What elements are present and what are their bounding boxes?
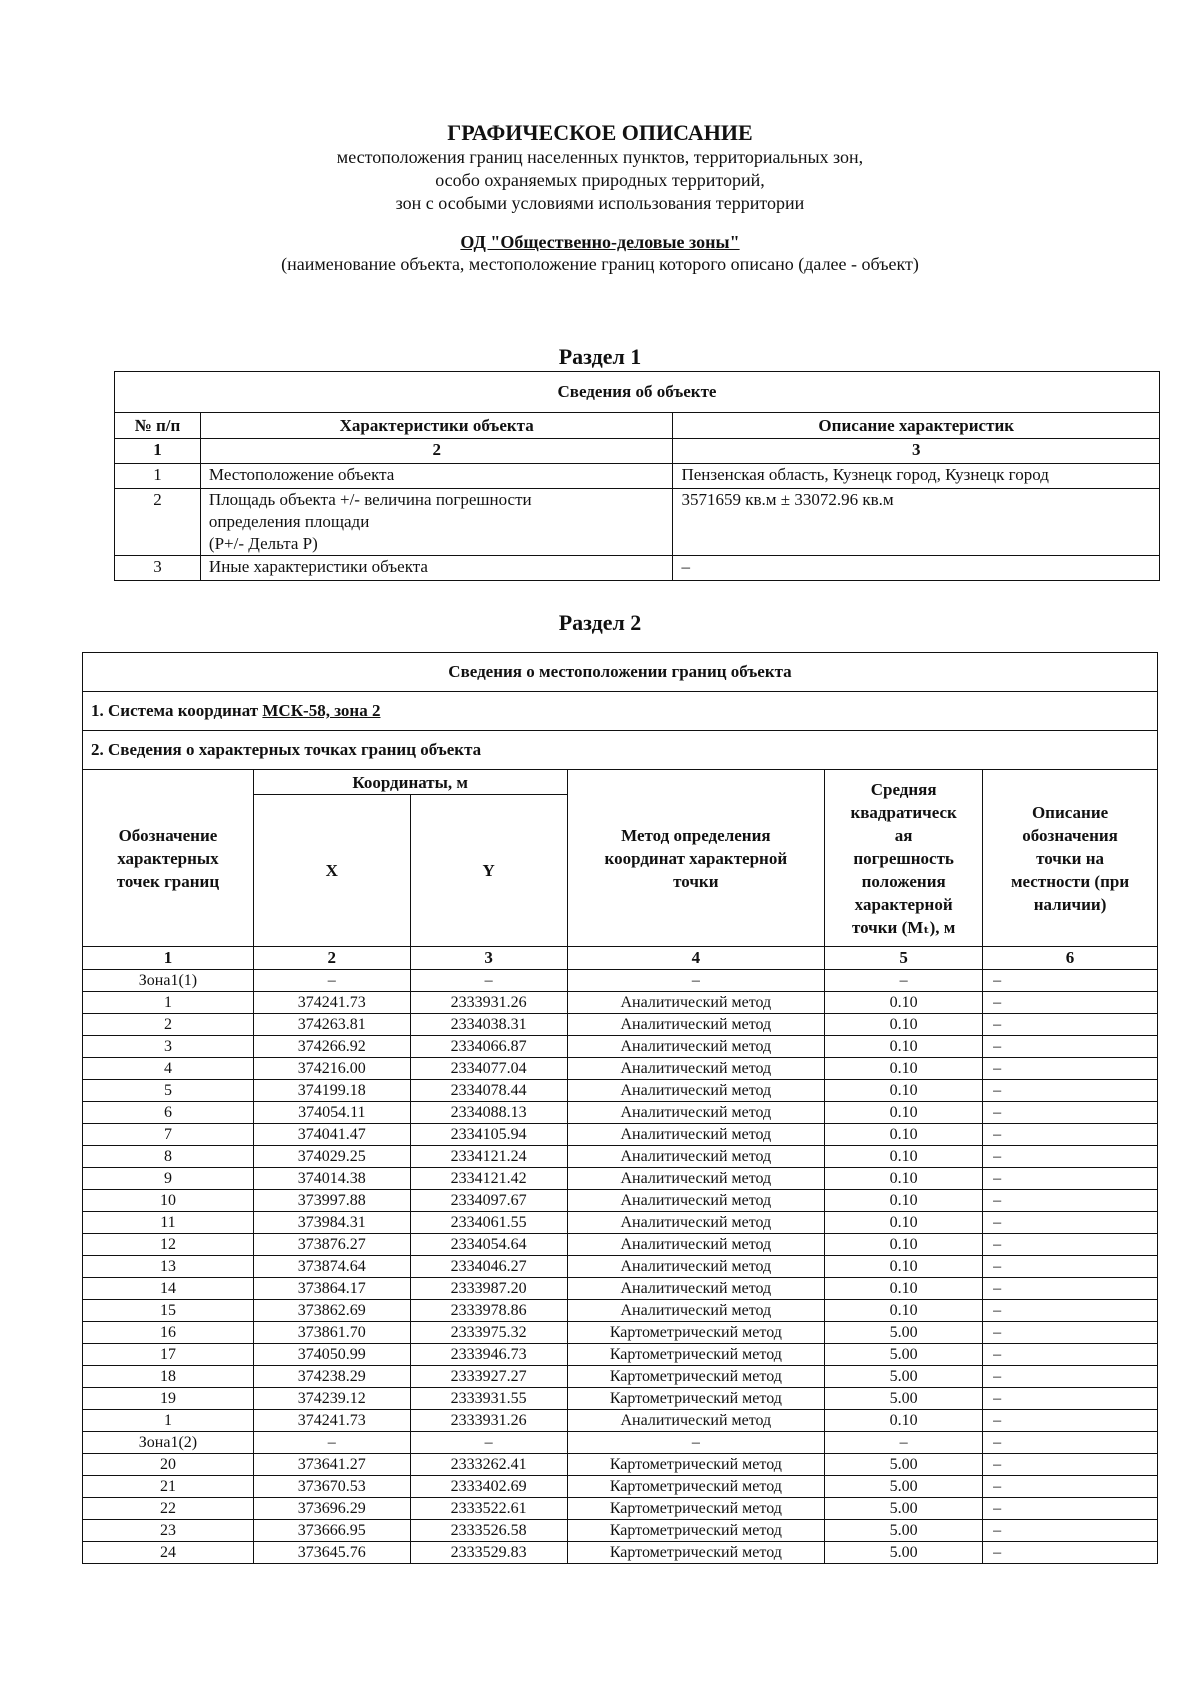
characteristic-name (200, 489, 673, 556)
subtitle-line-1: местоположения границ населенных пунктов, территориальных зон, (336, 147, 864, 167)
point-description: – (983, 1432, 1158, 1454)
boundary-points-table (82, 652, 1158, 1564)
table-row (83, 1410, 1158, 1432)
header-line: положения (861, 871, 946, 891)
method: Картометрический метод (567, 1476, 825, 1498)
accuracy: 0.10 (825, 1080, 983, 1102)
table-row (83, 1366, 1158, 1388)
coord-x: 373670.53 (253, 1476, 410, 1498)
coord-x: 373864.17 (253, 1278, 410, 1300)
accuracy: 5.00 (825, 1498, 983, 1520)
point-designation: 1 (83, 992, 254, 1014)
row-number: 1 (115, 464, 201, 489)
header-line: Обозначение (118, 825, 218, 845)
coord-x: 374050.99 (253, 1344, 410, 1366)
accuracy: 0.10 (825, 1036, 983, 1058)
coord-y: 2334054.64 (410, 1234, 567, 1256)
coord-y: 2334077.04 (410, 1058, 567, 1080)
point-description: – (983, 1036, 1158, 1058)
point-designation: 17 (83, 1344, 254, 1366)
table-row (83, 1234, 1158, 1256)
coord-y: 2333975.32 (410, 1322, 567, 1344)
coord-y: 2334105.94 (410, 1124, 567, 1146)
subtitle-line-2: особо охраняемых природных территорий, (435, 170, 765, 190)
point-designation: 4 (83, 1058, 254, 1080)
table-row (83, 1454, 1158, 1476)
coordinate-system-value: МСК-58, зона 2 (262, 701, 381, 720)
coord-y: 2334066.87 (410, 1036, 567, 1058)
point-description: – (983, 1322, 1158, 1344)
table-row (83, 1542, 1158, 1564)
col-number: 1 (115, 439, 201, 464)
table-row (83, 1190, 1158, 1212)
accuracy: 0.10 (825, 1300, 983, 1322)
accuracy: 5.00 (825, 1520, 983, 1542)
header-line: характерных (117, 848, 219, 868)
point-description: – (983, 992, 1158, 1014)
coord-y: 2334038.31 (410, 1014, 567, 1036)
table-row (83, 1014, 1158, 1036)
coord-x: – (253, 1432, 410, 1454)
point-description: – (983, 1476, 1158, 1498)
point-designation: Зона1(1) (83, 970, 254, 992)
method: Аналитический метод (567, 1190, 825, 1212)
accuracy: 0.10 (825, 1212, 983, 1234)
method: Аналитический метод (567, 1124, 825, 1146)
method: Аналитический метод (567, 1256, 825, 1278)
method: Аналитический метод (567, 1102, 825, 1124)
object-name: ОД "Общественно-деловые зоны" (460, 232, 740, 252)
coord-y: 2333262.41 (410, 1454, 567, 1476)
header-x: X (253, 795, 410, 947)
table-row (83, 1432, 1158, 1454)
accuracy: 5.00 (825, 1322, 983, 1344)
header-line: Средняя (870, 779, 937, 799)
point-designation: Зона1(2) (83, 1432, 254, 1454)
coord-x: 374263.81 (253, 1014, 410, 1036)
accuracy: 5.00 (825, 1454, 983, 1476)
accuracy: 0.10 (825, 1256, 983, 1278)
col-number: 3 (410, 947, 567, 970)
point-designation: 23 (83, 1520, 254, 1542)
point-designation: 5 (83, 1080, 254, 1102)
characteristic-value: 3571659 кв.м ± 33072.96 кв.м (673, 489, 1160, 556)
method: Картометрический метод (567, 1366, 825, 1388)
point-designation: 10 (83, 1190, 254, 1212)
object-info-table (114, 371, 1160, 581)
col-header-number: № п/п (115, 413, 201, 439)
boundary-caption: Сведения о местоположении границ объекта (83, 653, 1158, 692)
coord-x: 374241.73 (253, 992, 410, 1014)
coord-x: 374239.12 (253, 1388, 410, 1410)
coord-y: 2334088.13 (410, 1102, 567, 1124)
characteristic-value: Пензенская область, Кузнецк город, Кузнецк город (673, 464, 1160, 489)
point-description: – (983, 1058, 1158, 1080)
method: Картометрический метод (567, 1542, 825, 1564)
header-description (983, 770, 1158, 947)
point-designation: 8 (83, 1146, 254, 1168)
coord-x: 374041.47 (253, 1124, 410, 1146)
col-number: 1 (83, 947, 254, 970)
characteristic-name: Местоположение объекта (200, 464, 673, 489)
coord-y: 2333402.69 (410, 1476, 567, 1498)
coord-x: 373696.29 (253, 1498, 410, 1520)
method: Аналитический метод (567, 1410, 825, 1432)
header-line: характерной (854, 894, 953, 914)
header-line: точки (673, 871, 719, 891)
table-row (83, 1322, 1158, 1344)
accuracy: – (825, 970, 983, 992)
method: Картометрический метод (567, 1454, 825, 1476)
table-row (83, 970, 1158, 992)
method: Аналитический метод (567, 1058, 825, 1080)
accuracy: 5.00 (825, 1388, 983, 1410)
document-header (0, 120, 1200, 275)
point-designation: 16 (83, 1322, 254, 1344)
point-description: – (983, 1124, 1158, 1146)
accuracy: 0.10 (825, 1234, 983, 1256)
coord-x: 373862.69 (253, 1300, 410, 1322)
table-row (83, 1212, 1158, 1234)
point-designation: 11 (83, 1212, 254, 1234)
coord-x: 373861.70 (253, 1322, 410, 1344)
table-row (83, 1146, 1158, 1168)
table-row (83, 1476, 1158, 1498)
characteristic-name-line: определения площади (208, 512, 370, 531)
accuracy: 0.10 (825, 1410, 983, 1432)
col-number: 2 (253, 947, 410, 970)
accuracy: 5.00 (825, 1542, 983, 1564)
coord-y: 2333529.83 (410, 1542, 567, 1564)
method: Картометрический метод (567, 1322, 825, 1344)
coord-y: – (410, 1432, 567, 1454)
point-description: – (983, 1146, 1158, 1168)
header-line: точки на (1036, 848, 1105, 868)
characteristic-name: Иные характеристики объекта (200, 556, 673, 581)
accuracy: 0.10 (825, 1190, 983, 1212)
header-coordinates: Координаты, м (253, 770, 567, 795)
point-description: – (983, 1080, 1158, 1102)
coord-x: 374014.38 (253, 1168, 410, 1190)
header-point-designation (83, 770, 254, 947)
point-description: – (983, 1498, 1158, 1520)
section-1-title: Раздел 1 (558, 344, 642, 369)
table-row (83, 1344, 1158, 1366)
point-designation: 6 (83, 1102, 254, 1124)
point-description: – (983, 1234, 1158, 1256)
coord-y: 2334061.55 (410, 1212, 567, 1234)
row-number: 2 (115, 489, 201, 556)
section-2-title: Раздел 2 (558, 610, 642, 635)
accuracy: 0.10 (825, 992, 983, 1014)
coord-x: 373876.27 (253, 1234, 410, 1256)
point-designation: 18 (83, 1366, 254, 1388)
col-header-description: Описание характеристик (673, 413, 1160, 439)
coord-x: 373666.95 (253, 1520, 410, 1542)
table-row (83, 1300, 1158, 1322)
object-info-caption: Сведения об объекте (115, 372, 1160, 413)
point-description: – (983, 1388, 1158, 1410)
col-header-characteristics: Характеристики объекта (200, 413, 673, 439)
method: Аналитический метод (567, 1036, 825, 1058)
table-row (83, 1058, 1158, 1080)
point-designation: 13 (83, 1256, 254, 1278)
header-line: ая (894, 825, 913, 845)
point-designation: 14 (83, 1278, 254, 1300)
header-accuracy (825, 770, 983, 947)
method: Аналитический метод (567, 1014, 825, 1036)
coord-y: 2333978.86 (410, 1300, 567, 1322)
coord-x: 373645.76 (253, 1542, 410, 1564)
table-row (83, 1256, 1158, 1278)
point-description: – (983, 1454, 1158, 1476)
header-line: местности (при (1010, 871, 1130, 891)
method: Аналитический метод (567, 1168, 825, 1190)
header-line: Описание (1031, 802, 1109, 822)
coord-y: 2333927.27 (410, 1366, 567, 1388)
table-row (83, 1168, 1158, 1190)
coord-x: 374199.18 (253, 1080, 410, 1102)
point-designation: 19 (83, 1388, 254, 1410)
col-number: 4 (567, 947, 825, 970)
coord-y: 2334121.24 (410, 1146, 567, 1168)
characteristic-value: – (673, 556, 1160, 581)
accuracy: 0.10 (825, 1014, 983, 1036)
method: – (567, 1432, 825, 1454)
point-designation: 1 (83, 1410, 254, 1432)
coord-x: 373984.31 (253, 1212, 410, 1234)
coordinate-system (83, 692, 1158, 731)
point-description: – (983, 1256, 1158, 1278)
table-row (83, 992, 1158, 1014)
point-description: – (983, 1014, 1158, 1036)
coord-x: 374266.92 (253, 1036, 410, 1058)
col-number: 6 (983, 947, 1158, 970)
method: Аналитический метод (567, 1212, 825, 1234)
point-description: – (983, 1410, 1158, 1432)
point-designation: 9 (83, 1168, 254, 1190)
point-designation: 2 (83, 1014, 254, 1036)
method: Картометрический метод (567, 1520, 825, 1542)
coord-y: 2334121.42 (410, 1168, 567, 1190)
subtitle-line-3: зон с особыми условиями использования территории (395, 193, 805, 213)
method: – (567, 970, 825, 992)
coord-y: 2333931.26 (410, 992, 567, 1014)
header-line: координат характерной (604, 848, 788, 868)
header-y: Y (410, 795, 567, 947)
table-row (83, 1278, 1158, 1300)
method: Аналитический метод (567, 992, 825, 1014)
accuracy: 0.10 (825, 1168, 983, 1190)
point-designation: 24 (83, 1542, 254, 1564)
point-description: – (983, 1168, 1158, 1190)
header-line: наличии) (1033, 894, 1107, 914)
points-caption: 2. Сведения о характерных точках границ объекта (83, 731, 1158, 770)
table-row (83, 1388, 1158, 1410)
table-row (115, 556, 1160, 581)
header-line: Метод определения (621, 825, 771, 845)
accuracy: 0.10 (825, 1102, 983, 1124)
point-description: – (983, 1278, 1158, 1300)
col-number: 2 (200, 439, 673, 464)
header-line: точек границ (116, 871, 220, 891)
method: Картометрический метод (567, 1498, 825, 1520)
coord-x: 374238.29 (253, 1366, 410, 1388)
table-row (83, 1080, 1158, 1102)
coord-x: – (253, 970, 410, 992)
col-number: 5 (825, 947, 983, 970)
coord-y: 2334097.67 (410, 1190, 567, 1212)
col-number: 3 (673, 439, 1160, 464)
coord-x: 374029.25 (253, 1146, 410, 1168)
characteristic-name-line: Площадь объекта +/- величина погрешности (208, 490, 532, 509)
method: Аналитический метод (567, 1278, 825, 1300)
point-description: – (983, 1102, 1158, 1124)
coord-x: 374241.73 (253, 1410, 410, 1432)
header-line: погрешность (853, 848, 954, 868)
coord-y: 2334078.44 (410, 1080, 567, 1102)
method: Аналитический метод (567, 1300, 825, 1322)
coord-x: 374054.11 (253, 1102, 410, 1124)
accuracy: 5.00 (825, 1344, 983, 1366)
point-description: – (983, 1190, 1158, 1212)
coordinate-system-label: 1. Система координат (91, 701, 259, 720)
coord-x: 373641.27 (253, 1454, 410, 1476)
point-description: – (983, 1344, 1158, 1366)
accuracy: 5.00 (825, 1366, 983, 1388)
point-description: – (983, 970, 1158, 992)
table-row (83, 1102, 1158, 1124)
coord-y: 2333931.26 (410, 1410, 567, 1432)
point-description: – (983, 1366, 1158, 1388)
method: Аналитический метод (567, 1080, 825, 1102)
header-method (567, 770, 825, 947)
method: Картометрический метод (567, 1388, 825, 1410)
point-designation: 7 (83, 1124, 254, 1146)
coord-x: 374216.00 (253, 1058, 410, 1080)
point-designation: 22 (83, 1498, 254, 1520)
accuracy: 0.10 (825, 1058, 983, 1080)
header-line: обозначения (1022, 825, 1118, 845)
point-designation: 15 (83, 1300, 254, 1322)
boundary-points-body (83, 970, 1158, 1564)
point-designation: 21 (83, 1476, 254, 1498)
coord-x: 373874.64 (253, 1256, 410, 1278)
table-row (115, 489, 1160, 556)
accuracy: – (825, 1432, 983, 1454)
point-designation: 3 (83, 1036, 254, 1058)
coord-y: 2333522.61 (410, 1498, 567, 1520)
table-row (83, 1124, 1158, 1146)
point-description: – (983, 1212, 1158, 1234)
table-row (83, 1520, 1158, 1542)
row-number: 3 (115, 556, 201, 581)
coord-y: 2333946.73 (410, 1344, 567, 1366)
accuracy: 0.10 (825, 1278, 983, 1300)
accuracy: 0.10 (825, 1146, 983, 1168)
coord-y: 2333526.58 (410, 1520, 567, 1542)
method: Картометрический метод (567, 1344, 825, 1366)
header-line: точки (Mₜ), м (851, 917, 956, 937)
point-designation: 12 (83, 1234, 254, 1256)
coord-y: 2333931.55 (410, 1388, 567, 1410)
method: Аналитический метод (567, 1146, 825, 1168)
table-row (83, 1498, 1158, 1520)
coord-y: 2334046.27 (410, 1256, 567, 1278)
point-description: – (983, 1520, 1158, 1542)
point-description: – (983, 1542, 1158, 1564)
object-note: (наименование объекта, местоположение границ которого описано (далее - объект) (281, 254, 919, 274)
point-description: – (983, 1300, 1158, 1322)
table-row (83, 1036, 1158, 1058)
coord-y: – (410, 970, 567, 992)
coord-y: 2333987.20 (410, 1278, 567, 1300)
method: Аналитический метод (567, 1234, 825, 1256)
coord-x: 373997.88 (253, 1190, 410, 1212)
characteristic-name-line: (P+/- Дельта P) (208, 534, 318, 553)
accuracy: 5.00 (825, 1476, 983, 1498)
point-designation: 20 (83, 1454, 254, 1476)
accuracy: 0.10 (825, 1124, 983, 1146)
table-row (115, 464, 1160, 489)
header-line: квадратическ (850, 802, 957, 822)
document-title: ГРАФИЧЕСКОЕ ОПИСАНИЕ (447, 120, 753, 145)
